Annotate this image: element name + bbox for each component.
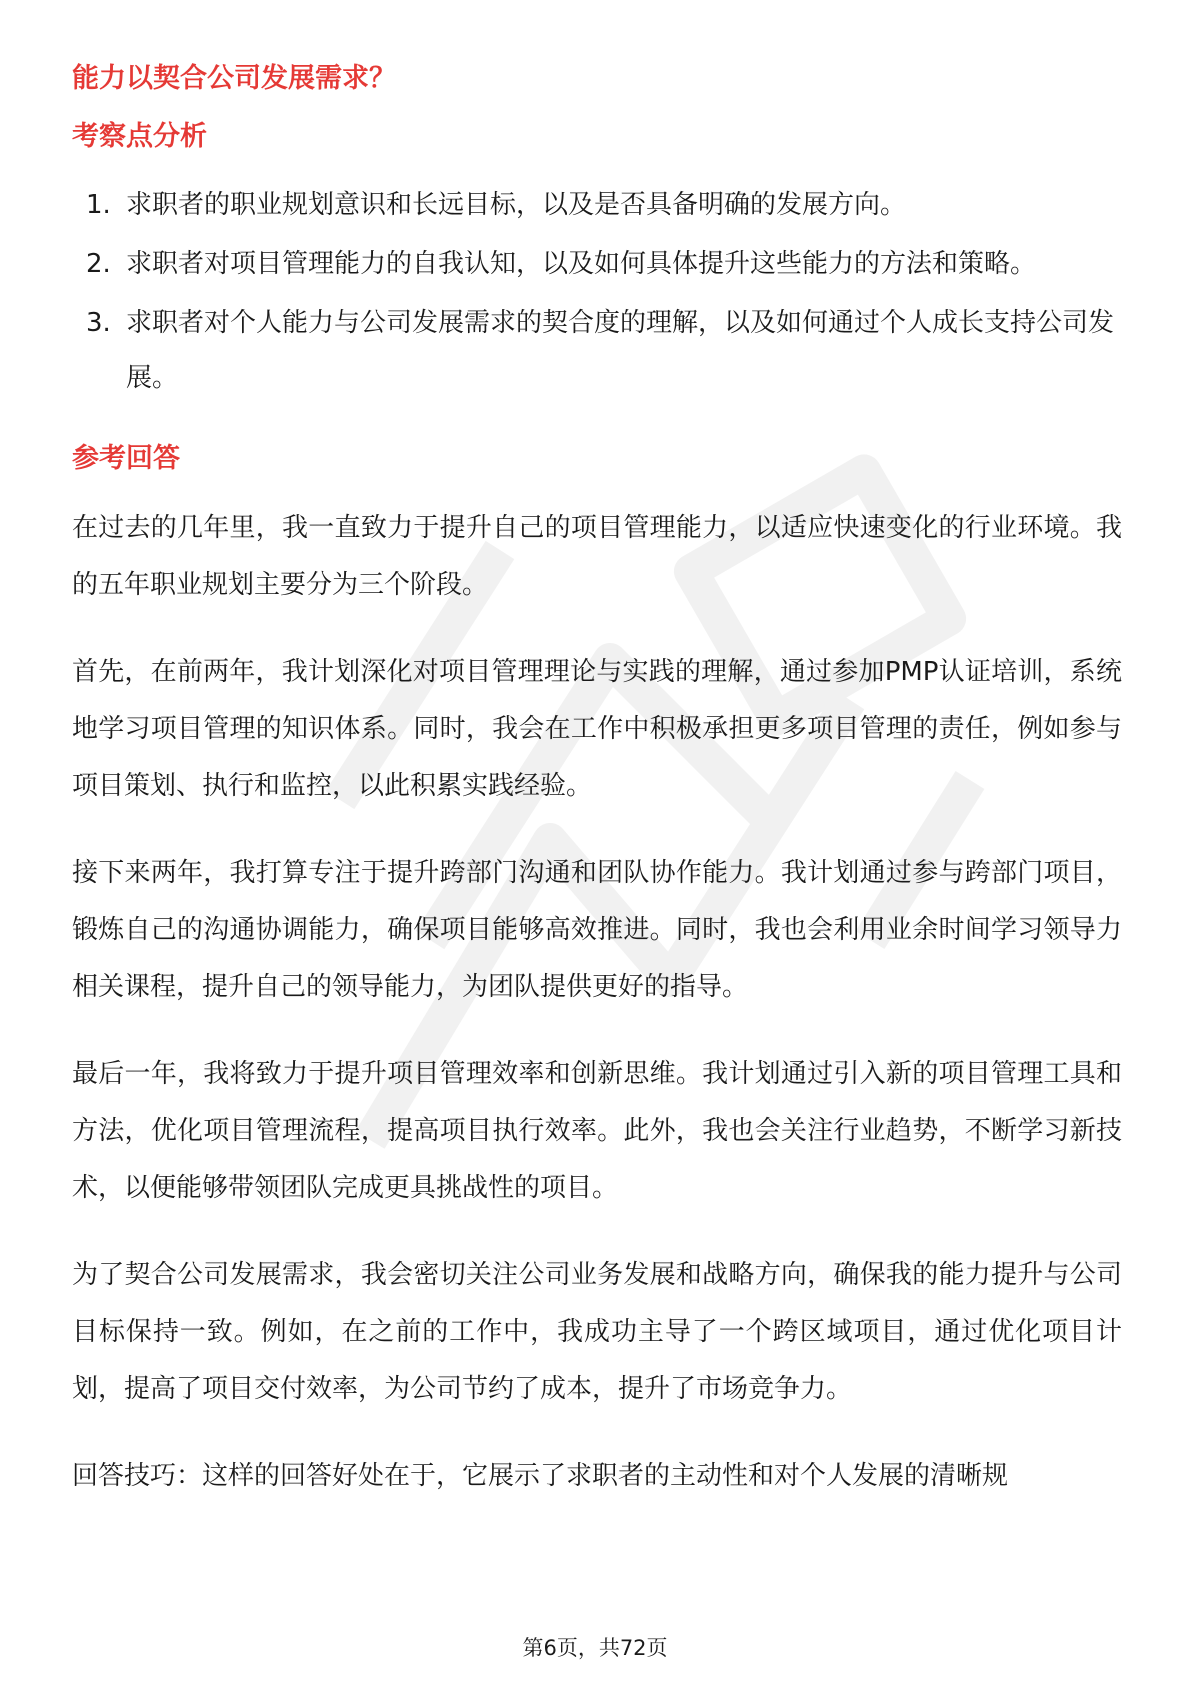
list-text: 求职者对项目管理能力的自我认知，以及如何具体提升这些能力的方法和策略。 bbox=[126, 249, 1037, 279]
content-area bbox=[72, 52, 1122, 1505]
page-number: 第6页，共72页 bbox=[522, 1636, 668, 1660]
analysis-heading: 考察点分析 bbox=[72, 121, 207, 152]
list-number: 3. bbox=[86, 308, 111, 338]
question-title: 能力以契合公司发展需求？ bbox=[72, 63, 396, 94]
answer-paragraph: 接下来两年，我打算专注于提升跨部门沟通和团队协作能力。我计划通过参与跨部门项目，锻炼自己的沟通协调能力，确保项目能够高效推进。同时，我也会利用业余时间学习领导力相关课程，提升自己的领导能力，为团队提供更好的指导。 bbox=[72, 858, 1122, 1002]
answer-paragraph: 在过去的几年里，我一直致力于提升自己的项目管理能力，以适应快速变化的行业环境。我的五年职业规划主要分为三个阶段。 bbox=[72, 513, 1122, 600]
list-number: 2. bbox=[86, 249, 111, 279]
answer-tips: 回答技巧：这样的回答好处在于，它展示了求职者的主动性和对个人发展的清晰规 bbox=[72, 1461, 1009, 1491]
answer-paragraph: 首先，在前两年，我计划深化对项目管理理论与实践的理解，通过参加PMP认证培训，系统地学习项目管理的知识体系。同时，我会在工作中积极承担更多项目管理的责任，例如参与项目策划、执行和监控，以此积累实践经验。 bbox=[72, 657, 1122, 801]
list-text: 求职者对个人能力与公司发展需求的契合度的理解，以及如何通过个人成长支持公司发展。 bbox=[126, 308, 1115, 393]
analysis-list bbox=[72, 178, 1122, 406]
list-item bbox=[72, 237, 1122, 292]
answer-paragraph: 为了契合公司发展需求，我会密切关注公司业务发展和战略方向，确保我的能力提升与公司目标保持一致。例如，在之前的工作中，我成功主导了一个跨区域项目，通过优化项目计划，提高了项目交付效率，为公司节约了成本，提升了市场竞争力。 bbox=[72, 1260, 1122, 1404]
answer-heading: 参考回答 bbox=[72, 443, 180, 474]
list-item bbox=[72, 296, 1122, 406]
list-text: 求职者的职业规划意识和长远目标，以及是否具备明确的发展方向。 bbox=[126, 190, 907, 220]
list-item bbox=[72, 178, 1122, 233]
list-number: 1. bbox=[86, 190, 111, 220]
answer-paragraph: 最后一年，我将致力于提升项目管理效率和创新思维。我计划通过引入新的项目管理工具和方法，优化项目管理流程，提高项目执行效率。此外，我也会关注行业趋势，不断学习新技术，以便能够带领团队完成更具挑战性的项目。 bbox=[72, 1059, 1122, 1203]
